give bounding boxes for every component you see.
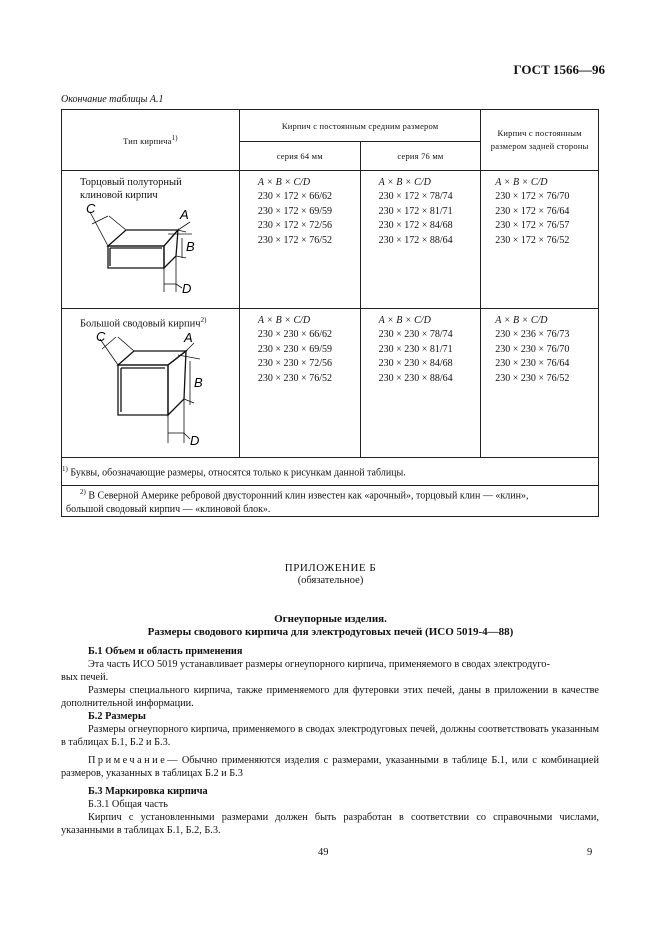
header-const-avg: Кирпич с постоянным средним размером	[239, 110, 480, 142]
wedge-brick-figure	[82, 202, 232, 294]
label-b: B	[194, 374, 203, 390]
table-footnote-2: $^{2)}$ В Северной Америке ребровой двусторонний клин известен как «арочный», торцовый клин — «клин», большой сводовый кирпич — «клиновой блок».	[62, 485, 599, 516]
series-64-cell: A × B × C/D 230 × 230 × 66/62 230 × 230 × 69/59 230 × 230 × 72/56 230 × 230 × 76/52	[239, 309, 360, 458]
header-brick-type: Тип кирпича$^{1)}$	[62, 110, 240, 171]
const-back-cell: A × B × C/D 230 × 172 × 76/70 230 × 172 × 76/64 230 × 172 × 76/57 230 × 172 × 76/52	[481, 171, 599, 309]
appendix-heading-2: Размеры сводового кирпича для электродуговых печей (ИСО 5019-4—88)	[147, 626, 514, 638]
brick-type-name: Большой сводовый кирпич$^{2)}$	[80, 316, 207, 330]
table-footnote-1: $^{1)}$ Буквы, обозначающие размеры, относятся только к рисункам данной таблицы.	[62, 458, 599, 486]
label-a: A	[184, 330, 193, 345]
document-code: ГОСТ 1566—96	[513, 62, 605, 77]
series-76-cell: A × B × C/D 230 × 172 × 78/74 230 × 172 × 81/71 230 × 172 × 84/68 230 × 172 × 88/64	[360, 171, 481, 309]
label-c: C	[96, 330, 106, 344]
brick-type-cell	[62, 309, 240, 458]
section-b2-note: Примечание— Обычно применяются изделия с размерами, указанными в таблице Б.1, или с комбинацией размеров, указанных в таблицах Б.2 и Б.3	[61, 755, 599, 779]
page-number-center: 49	[318, 847, 329, 858]
section-b1-paragraph-1: Эта часть ИСО 5019 устанавливает размеры огнеупорного кирпича, применяемого в сводах электродуго- вых печей.	[61, 659, 550, 683]
header-const-back: Кирпич с постоянным размером задней стороны	[481, 110, 599, 171]
label-d: D	[190, 432, 200, 448]
section-b1-title: Б.1 Объем и область применения	[88, 646, 243, 657]
section-b2-title: Б.2 Размеры	[88, 711, 146, 722]
table-caption: Окончание таблицы А.1	[61, 94, 164, 105]
appendix-status: (обязательное)	[297, 575, 364, 586]
label-d: D	[182, 281, 192, 294]
brick-type-name-cont: клиновой кирпич	[80, 190, 158, 201]
section-b2-paragraph: Размеры огнеупорного кирпича, применяемого в сводах электродуговых печей, должны соответствовать указанным в таблицах Б.1, Б.2 и Б.3.	[61, 724, 599, 748]
series-64-cell: A × B × C/D 230 × 172 × 66/62 230 × 172 × 69/59 230 × 172 × 72/56 230 × 172 × 76/52	[239, 171, 360, 309]
arch-brick-figure	[82, 331, 232, 449]
label-c: C	[86, 202, 96, 216]
appendix-heading-1: Огнеупорные изделия.	[274, 613, 387, 625]
section-b3-title: Б.3 Маркировка кирпича	[88, 786, 208, 797]
page-number-right: 9	[587, 847, 593, 858]
const-back-cell: A × B × C/D 230 × 236 × 76/73 230 × 230 × 76/70 230 × 230 × 76/64 230 × 230 × 76/52	[481, 309, 599, 458]
table-row	[62, 309, 599, 458]
series-76-cell: A × B × C/D 230 × 230 × 78/74 230 × 230 × 81/71 230 × 230 × 84/68 230 × 230 × 88/64	[360, 309, 481, 458]
brick-type-cell	[62, 171, 240, 309]
section-b1-paragraph-2: Размеры специального кирпича, также применяемого для футеровки этих печей, даны в приложении в качестве дополнительной информации.	[61, 685, 599, 709]
dimensions-table	[61, 109, 599, 517]
label-a: A	[180, 207, 189, 222]
brick-type-name: Торцовый полуторный	[80, 177, 182, 188]
label-b: B	[186, 239, 195, 254]
header-series-64: серия 64 мм	[239, 142, 360, 171]
table-row	[62, 171, 599, 309]
section-b31-title: Б.3.1 Общая часть	[88, 799, 168, 810]
section-b31-paragraph: Кирпич с установленными размерами должен быть разработан в соответствии со справочными числами, указанными в таблицах Б.1, Б.2, Б.3.	[61, 812, 599, 836]
appendix-title: ПРИЛОЖЕНИЕ Б	[284, 562, 377, 574]
header-series-76: серия 76 мм	[360, 142, 481, 171]
